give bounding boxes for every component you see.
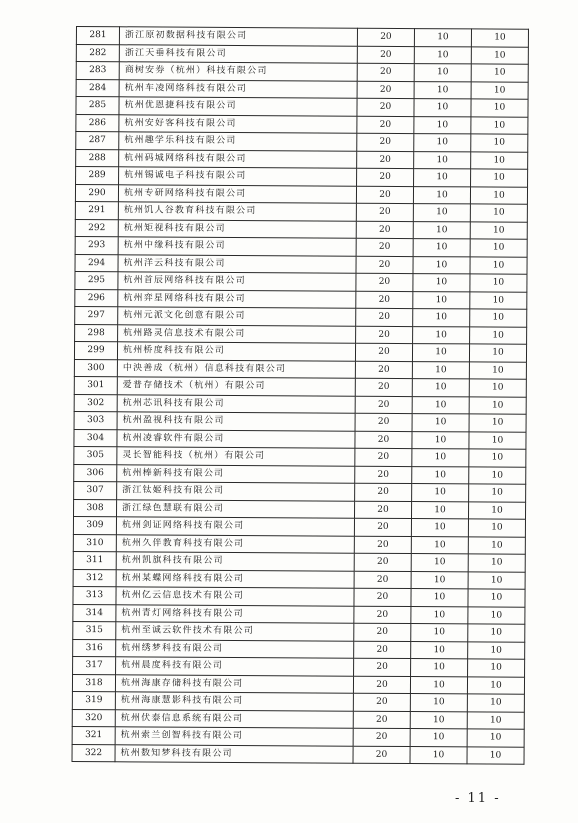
- score-a: 20: [356, 291, 413, 309]
- score-c: 10: [468, 641, 525, 659]
- score-a: 20: [353, 746, 410, 764]
- row-number: 321: [72, 726, 115, 744]
- score-c: 10: [467, 694, 524, 712]
- score-c: 10: [468, 554, 525, 572]
- score-a: 20: [353, 693, 410, 711]
- company-name: 杭州晨度科技有限公司: [116, 657, 354, 676]
- score-c: 10: [469, 361, 526, 379]
- score-a: 20: [354, 641, 411, 659]
- score-a: 20: [353, 711, 410, 729]
- table-row: [76, 79, 528, 99]
- score-c: 10: [467, 746, 524, 764]
- company-name: 杭州车凌网络科技有限公司: [119, 79, 357, 98]
- table-row: [72, 691, 524, 711]
- company-name: 爱普存储技术（杭州）有限公司: [117, 377, 355, 396]
- table-row: [73, 516, 525, 536]
- table-row: [73, 551, 525, 571]
- score-c: 10: [470, 239, 527, 257]
- company-name: 杭州海康慧影科技有限公司: [115, 692, 353, 711]
- score-b: 10: [414, 64, 471, 82]
- row-number: 301: [74, 376, 117, 394]
- score-c: 10: [471, 81, 528, 99]
- score-c: 10: [467, 729, 524, 747]
- row-number: 319: [72, 691, 115, 709]
- row-number: 286: [76, 114, 119, 132]
- table-row: [73, 656, 525, 676]
- score-b: 10: [410, 729, 467, 747]
- table-row: [74, 376, 526, 396]
- score-c: 10: [471, 116, 528, 134]
- score-a: 20: [357, 63, 414, 81]
- row-number: 318: [72, 674, 115, 692]
- score-c: 10: [468, 606, 525, 624]
- table-row: [73, 534, 525, 554]
- company-name: 杭州至诚云软件技术有限公司: [116, 622, 354, 641]
- company-name: 杭州专研网络科技有限公司: [118, 184, 356, 203]
- row-number: 292: [75, 219, 118, 237]
- row-number: 304: [74, 429, 117, 447]
- row-number: 283: [76, 62, 119, 80]
- company-name: 杭州芯讯科技有限公司: [117, 394, 355, 413]
- table-row: [72, 709, 524, 729]
- score-c: 10: [471, 29, 528, 47]
- score-b: 10: [412, 361, 469, 379]
- score-b: 10: [413, 326, 470, 344]
- score-b: 10: [412, 379, 469, 397]
- company-name: 杭州矩视科技有限公司: [118, 219, 356, 238]
- score-a: 20: [357, 151, 414, 169]
- score-a: 20: [356, 203, 413, 221]
- table-row: [76, 149, 528, 169]
- company-name: 浙江钛姬科技有限公司: [117, 482, 355, 501]
- score-a: 20: [354, 588, 411, 606]
- score-c: 10: [471, 99, 528, 117]
- row-number: 297: [75, 306, 118, 324]
- score-c: 10: [471, 151, 528, 169]
- table-row: [74, 341, 526, 361]
- score-b: 10: [413, 274, 470, 292]
- company-name: 灵长智能科技（杭州）有限公司: [117, 447, 355, 466]
- score-c: 10: [470, 186, 527, 204]
- score-a: 20: [355, 431, 412, 449]
- table-row: [72, 744, 524, 764]
- score-a: 20: [354, 553, 411, 571]
- score-b: 10: [413, 309, 470, 327]
- table-row: [75, 201, 527, 221]
- company-score-table: [72, 26, 529, 765]
- table-row: [74, 446, 526, 466]
- score-b: 10: [412, 484, 469, 502]
- table-row: [75, 184, 527, 204]
- score-a: 20: [357, 133, 414, 151]
- score-c: 10: [469, 431, 526, 449]
- company-name: 杭州伏泰信息系统有限公司: [115, 709, 353, 728]
- table-row: [72, 726, 524, 746]
- table-row: [72, 674, 524, 694]
- company-name: 杭州桥度科技有限公司: [117, 342, 355, 361]
- row-number: 291: [75, 201, 118, 219]
- company-name: 杭州优恩捷科技有限公司: [119, 97, 357, 116]
- score-a: 20: [357, 81, 414, 99]
- score-a: 20: [354, 623, 411, 641]
- score-c: 10: [468, 571, 525, 589]
- row-number: 296: [75, 289, 118, 307]
- score-b: 10: [411, 589, 468, 607]
- score-b: 10: [412, 414, 469, 432]
- row-number: 317: [73, 656, 116, 674]
- row-number: 314: [73, 604, 116, 622]
- score-b: 10: [412, 396, 469, 414]
- score-a: 20: [357, 116, 414, 134]
- table-body: [72, 27, 528, 765]
- row-number: 281: [76, 27, 119, 45]
- score-b: 10: [411, 641, 468, 659]
- table-row: [75, 219, 527, 239]
- company-name: 浙江天垂科技有限公司: [119, 44, 357, 63]
- score-b: 10: [414, 99, 471, 117]
- row-number: 306: [74, 464, 117, 482]
- score-a: 20: [356, 326, 413, 344]
- score-b: 10: [414, 134, 471, 152]
- row-number: 305: [74, 446, 117, 464]
- score-c: 10: [467, 676, 524, 694]
- document-sheet: [72, 26, 522, 765]
- score-c: 10: [469, 396, 526, 414]
- company-name: 杭州亿云信息技术有限公司: [116, 587, 354, 606]
- company-name: 杭州青灯网络科技有限公司: [116, 604, 354, 623]
- company-name: 杭州首辰网络科技有限公司: [118, 272, 356, 291]
- row-number: 307: [74, 481, 117, 499]
- company-name: 商树安券（杭州）科技有限公司: [119, 62, 357, 81]
- score-b: 10: [411, 519, 468, 537]
- score-a: 20: [357, 168, 414, 186]
- score-a: 20: [354, 571, 411, 589]
- score-a: 20: [356, 186, 413, 204]
- table-row: [73, 604, 525, 624]
- score-a: 20: [354, 518, 411, 536]
- score-c: 10: [471, 134, 528, 152]
- company-name: 杭州洋云科技有限公司: [118, 254, 356, 273]
- score-c: 10: [468, 501, 525, 519]
- score-b: 10: [413, 256, 470, 274]
- score-a: 20: [356, 256, 413, 274]
- score-a: 20: [356, 238, 413, 256]
- row-number: 289: [76, 167, 119, 185]
- score-a: 20: [355, 483, 412, 501]
- score-b: 10: [414, 29, 471, 47]
- table-row: [75, 289, 527, 309]
- table-row: [76, 132, 528, 152]
- score-c: 10: [468, 624, 525, 642]
- score-b: 10: [412, 431, 469, 449]
- row-number: 288: [76, 149, 119, 167]
- table-row: [76, 97, 528, 117]
- company-name: 浙江绿色慧联有限公司: [117, 499, 355, 518]
- score-c: 10: [470, 221, 527, 239]
- score-c: 10: [469, 449, 526, 467]
- score-a: 20: [356, 221, 413, 239]
- score-b: 10: [410, 746, 467, 764]
- company-name: 杭州安好客科技有限公司: [119, 114, 357, 133]
- score-c: 10: [470, 291, 527, 309]
- page-number: - 11 -: [455, 791, 501, 806]
- row-number: 315: [73, 621, 116, 639]
- score-c: 10: [471, 64, 528, 82]
- company-name: 杭州凯旗科技有限公司: [116, 552, 354, 571]
- score-b: 10: [413, 186, 470, 204]
- company-name: 杭州某蝶网络科技有限公司: [116, 569, 354, 588]
- row-number: 316: [73, 639, 116, 657]
- table-row: [74, 411, 526, 431]
- score-b: 10: [410, 676, 467, 694]
- score-a: 20: [355, 466, 412, 484]
- score-b: 10: [414, 151, 471, 169]
- score-c: 10: [468, 659, 525, 677]
- table-row: [76, 114, 528, 134]
- score-c: 10: [468, 536, 525, 554]
- company-name: 杭州盈视科技有限公司: [117, 412, 355, 431]
- score-a: 20: [355, 413, 412, 431]
- score-b: 10: [412, 449, 469, 467]
- table-row: [74, 499, 526, 519]
- score-a: 20: [356, 273, 413, 291]
- score-b: 10: [414, 169, 471, 187]
- score-b: 10: [412, 466, 469, 484]
- score-a: 20: [354, 658, 411, 676]
- row-number: 308: [74, 499, 117, 517]
- score-a: 20: [355, 343, 412, 361]
- company-name: 杭州棒新科技有限公司: [117, 464, 355, 483]
- table-row: [75, 254, 527, 274]
- score-b: 10: [411, 624, 468, 642]
- row-number: 311: [73, 551, 116, 569]
- score-b: 10: [410, 694, 467, 712]
- company-name: 杭州码城网络科技有限公司: [119, 149, 357, 168]
- row-number: 312: [73, 569, 116, 587]
- table-row: [76, 27, 528, 47]
- score-b: 10: [414, 46, 471, 64]
- company-name: 杭州锡诚电子科技有限公司: [119, 167, 357, 186]
- score-b: 10: [413, 291, 470, 309]
- score-a: 20: [355, 378, 412, 396]
- score-b: 10: [411, 501, 468, 519]
- score-b: 10: [413, 204, 470, 222]
- score-c: 10: [468, 519, 525, 537]
- row-number: 322: [72, 744, 115, 762]
- row-number: 282: [76, 44, 119, 62]
- row-number: 293: [75, 236, 118, 254]
- row-number: 290: [75, 184, 118, 202]
- row-number: 294: [75, 254, 118, 272]
- score-b: 10: [413, 239, 470, 257]
- row-number: 302: [74, 394, 117, 412]
- score-c: 10: [470, 256, 527, 274]
- score-a: 20: [355, 396, 412, 414]
- score-c: 10: [470, 204, 527, 222]
- table-row: [74, 429, 526, 449]
- row-number: 298: [75, 324, 118, 342]
- company-name: 杭州绣梦科技有限公司: [116, 639, 354, 658]
- score-b: 10: [411, 659, 468, 677]
- score-b: 10: [412, 344, 469, 362]
- company-name: 杭州路灵信息技术有限公司: [118, 324, 356, 343]
- table-row: [75, 324, 527, 344]
- table-row: [75, 306, 527, 326]
- score-c: 10: [468, 589, 525, 607]
- company-name: 杭州剑证网络科技有限公司: [116, 517, 354, 536]
- row-number: 285: [76, 97, 119, 115]
- score-c: 10: [470, 274, 527, 292]
- row-number: 295: [75, 271, 118, 289]
- table-row: [73, 621, 525, 641]
- score-c: 10: [469, 414, 526, 432]
- score-a: 20: [353, 728, 410, 746]
- table-row: [76, 44, 528, 64]
- table-row: [74, 394, 526, 414]
- score-b: 10: [411, 571, 468, 589]
- score-b: 10: [410, 711, 467, 729]
- company-name: 杭州海康存储科技有限公司: [115, 674, 353, 693]
- row-number: 300: [74, 359, 117, 377]
- score-b: 10: [411, 554, 468, 572]
- score-a: 20: [357, 46, 414, 64]
- score-c: 10: [470, 309, 527, 327]
- table-row: [74, 359, 526, 379]
- score-a: 20: [356, 308, 413, 326]
- score-b: 10: [413, 221, 470, 239]
- row-number: 310: [73, 534, 116, 552]
- table-row: [74, 464, 526, 484]
- table-row: [73, 639, 525, 659]
- score-a: 20: [353, 676, 410, 694]
- company-name: 杭州索兰创智科技有限公司: [115, 727, 353, 746]
- score-b: 10: [414, 81, 471, 99]
- row-number: 309: [73, 516, 116, 534]
- score-a: 20: [355, 361, 412, 379]
- score-c: 10: [470, 326, 527, 344]
- score-c: 10: [467, 711, 524, 729]
- table-row: [76, 62, 528, 82]
- row-number: 313: [73, 586, 116, 604]
- table-row: [73, 569, 525, 589]
- table-row: [74, 481, 526, 501]
- company-name: 杭州凌睿软件有限公司: [117, 429, 355, 448]
- score-b: 10: [411, 536, 468, 554]
- score-c: 10: [469, 466, 526, 484]
- score-a: 20: [354, 501, 411, 519]
- company-name: 杭州中缘科技有限公司: [118, 237, 356, 256]
- score-c: 10: [469, 379, 526, 397]
- score-b: 10: [411, 606, 468, 624]
- score-a: 20: [354, 606, 411, 624]
- score-a: 20: [357, 98, 414, 116]
- row-number: 320: [72, 709, 115, 727]
- company-name: 杭州饥人谷教育科技有限公司: [118, 202, 356, 221]
- table-row: [75, 236, 527, 256]
- table-row: [73, 586, 525, 606]
- company-name: 杭州元派文化创意有限公司: [118, 307, 356, 326]
- score-a: 20: [354, 536, 411, 554]
- row-number: 284: [76, 79, 119, 97]
- score-b: 10: [414, 116, 471, 134]
- company-name: 杭州数知梦科技有限公司: [115, 744, 353, 763]
- score-c: 10: [469, 484, 526, 502]
- score-a: 20: [355, 448, 412, 466]
- row-number: 303: [74, 411, 117, 429]
- table-row: [76, 167, 528, 187]
- company-name: 杭州趣学乐科技有限公司: [119, 132, 357, 151]
- score-a: 20: [357, 28, 414, 46]
- company-name: 中泱善成（杭州）信息科技有限公司: [117, 359, 355, 378]
- score-c: 10: [471, 46, 528, 64]
- company-name: 杭州弈星网络科技有限公司: [118, 289, 356, 308]
- row-number: 287: [76, 132, 119, 150]
- company-name: 浙江原初数据科技有限公司: [119, 27, 357, 46]
- row-number: 299: [74, 341, 117, 359]
- score-c: 10: [469, 344, 526, 362]
- score-c: 10: [471, 169, 528, 187]
- table-row: [75, 271, 527, 291]
- company-name: 杭州久伴教育科技有限公司: [116, 534, 354, 553]
